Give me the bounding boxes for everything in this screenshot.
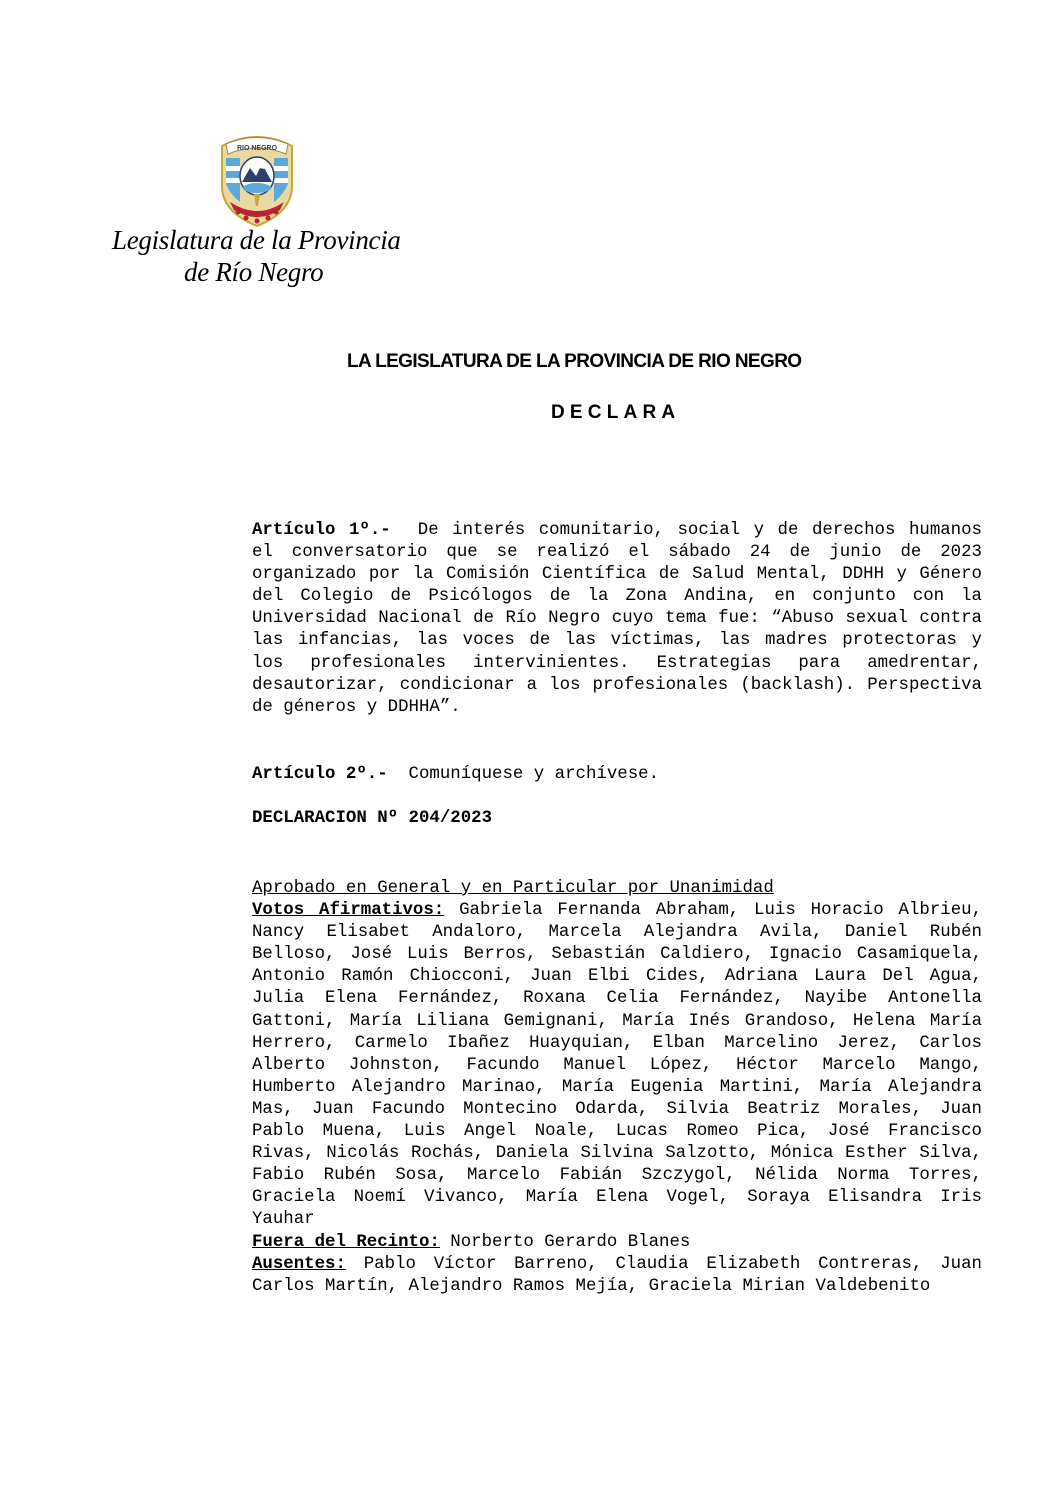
declaration-number: DECLARACION Nº 204/2023 [252,809,493,828]
votos-afirmativos-label: Votos Afirmativos: [252,901,445,921]
institution-name-line2: de Río Negro [184,257,324,287]
fuera-del-recinto-label: Fuera del Recinto: [252,1232,440,1252]
article-2 [252,764,982,786]
approval-title: Aprobado en General y en Particular por Unanimidad [252,879,774,898]
article-1 [252,520,982,719]
article-2-text: Comuníquese y archívese. [408,765,660,784]
article-2-label: Artículo 2º.- [252,765,388,784]
article-1-text: De interés comunitario, social y de derechos humanos el conversatorio que se realizó el sábado 24 de junio de 2023 organizado por la Comisión Científica de Salud Mental, DDHH y Género del Colegio de Psicólogos de la Zona Andina, en conjunto con la Universidad Nacional de Río Negro cuyo tema fue: “Abuso sexual contra las infancias, las voces de las víctimas, las madres protectoras y los profesionales intervinientes. Estrategias para amedrentar, desautorizar, condicionar a los profesionales (backlash). Perspectiva de géneros y DDHHA”. [252,521,982,717]
votos-afirmativos [252,900,982,1231]
institution-name-line1: Legislatura de la Provincia [112,225,401,255]
fuera-del-recinto-list: Norberto Gerardo Blanes [450,1232,691,1252]
ausentes-label: Ausentes: [252,1254,346,1274]
votos-afirmativos-list: Gabriela Fernanda Abraham, Luis Horacio Albrieu, Nancy Elisabet Andaloro, Marcela Alejandra Avila, Daniel Rubén Belloso, José Luis Berros, Sebastián Caldiero, Ignacio Casamiquela, Antonio Ramón Chiocconi, Juan Elbi Cides, Adriana Laura Del Agua, Julia Elena Fernández, Roxana Celia Fernández, Nayibe Antonella Gattoni, María Liliana Gemignani, María Inés Grandoso, Helena María Herrero, Carmelo Ibañez Huayquian, Elban Marcelino Jerez, Carlos Alberto Johnston, Facundo Manuel López, Héctor Marcelo Mango, Humberto Alejandro Marinao, María Eugenia Martini, María Alejandra Mas, Juan Facundo Montecino Odarda, Silvia Beatriz Morales, Juan Pablo Muena, Luis Angel Noale, Lucas Romeo Pica, José Francisco Rivas, Nicolás Rochás, Daniela Silvina Salzotto, Mónica Esther Silva, Fabio Rubén Sosa, Marcelo Fabián Szczygol, Nélida Norma Torres, Graciela Noemí Vivanco, María Elena Vogel, Soraya Elisandra Iris Yauhar [252,901,983,1230]
ausentes [252,1254,982,1298]
declara-heading: DECLARA [551,402,681,423]
svg-text:RIO NEGRO: RIO NEGRO [236,145,278,152]
institution-name [112,224,402,288]
rio-negro-seal-logo [216,132,298,228]
approval-section [252,878,982,1298]
fuera-del-recinto [252,1232,982,1254]
article-1-label: Artículo 1º.- [252,521,391,540]
ausentes-list: Pablo Víctor Barreno, Claudia Elizabeth Contreras, Juan Carlos Martín, Alejandro Ramos Mejía, Graciela Mirian Valdebenito [252,1254,982,1296]
document-heading: LA LEGISLATURA DE LA PROVINCIA DE RIO NEGRO [347,351,802,372]
